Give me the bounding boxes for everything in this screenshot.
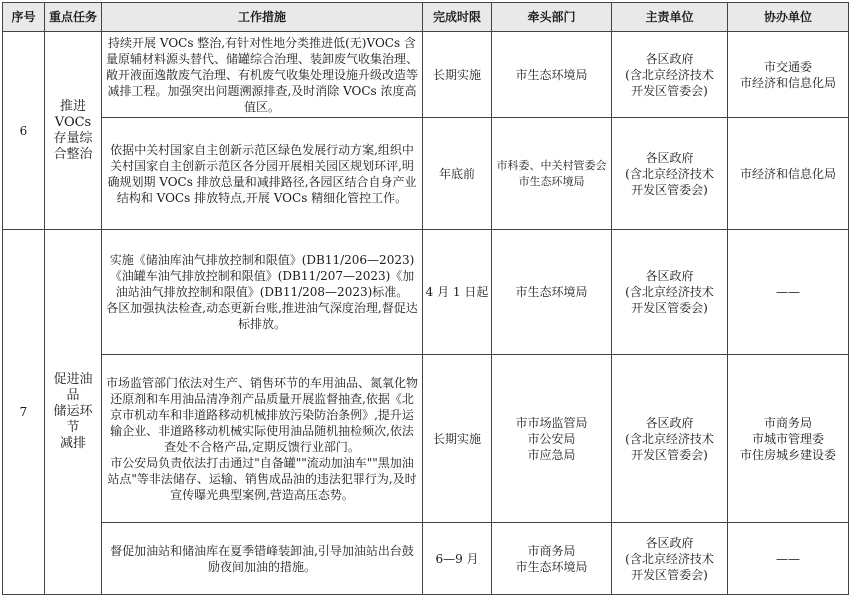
header-deadline: 完成时限 — [423, 3, 492, 32]
lead-department: 市市场监管局 市公安局 市应急局 — [492, 355, 612, 523]
assisting-unit: —— — [728, 230, 849, 355]
responsible-unit: 各区政府 (含北京经济技术 开发区管委会) — [612, 355, 728, 523]
assisting-unit: 市经济和信息化局 — [728, 118, 849, 230]
table-row — [3, 32, 849, 118]
key-task: 促进油品 储运环节 减排 — [45, 230, 102, 595]
row-number: 6 — [3, 32, 45, 230]
table-row — [3, 355, 849, 523]
assisting-unit: —— — [728, 523, 849, 595]
header-row — [3, 3, 849, 32]
lead-department: 市生态环境局 — [492, 230, 612, 355]
assisting-unit: 市商务局 市城市管理委 市住房城乡建设委 — [728, 355, 849, 523]
work-measure — [102, 230, 423, 355]
deadline: 长期实施 — [423, 355, 492, 523]
deadline: 6—9 月 — [423, 523, 492, 595]
work-measure-text: 督促加油站和储油库在夏季错峰装卸油,引导加油站出台鼓励夜间加油的措施。 — [110, 543, 414, 574]
table-row — [3, 118, 849, 230]
work-measure — [102, 118, 423, 230]
row-number: 7 — [3, 230, 45, 595]
work-measure-text: 依据中关村国家自主创新示范区绿色发展行动方案,组织中关村国家自主创新示范区各分园开展相关园区规划环评,明确规划期 VOCs 排放总量和减排路径,各园区结合自身产业结构和 VOCs 排放特点,开展 VOCs 精细化管控工作。 — [107, 142, 417, 205]
header-measure: 工作措施 — [102, 3, 423, 32]
deadline: 4 月 1 日起 — [423, 230, 492, 355]
header-responsible: 主责单位 — [612, 3, 728, 32]
key-task: 推进 VOCs 存量综 合整治 — [45, 32, 102, 230]
work-measure — [102, 355, 423, 523]
work-measure-text: 实施《储油库油气排放控制和限值》(DB11/206—2023)《油罐车油气排放控制和限值》(DB11/207—2023)《加油站油气排放控制和限值》(DB11/208—2023)标准。 各区加强执法检查,动态更新台账,推进油气深度治理,督促达标排放。 — [106, 253, 418, 331]
table-row — [3, 230, 849, 355]
assisting-unit: 市交通委 市经济和信息化局 — [728, 32, 849, 118]
deadline: 长期实施 — [423, 32, 492, 118]
task-table — [2, 2, 849, 595]
header-assist: 协办单位 — [728, 3, 849, 32]
lead-department: 市科委、中关村管委会 市生态环境局 — [492, 118, 612, 230]
work-measure — [102, 32, 423, 118]
lead-department: 市生态环境局 — [492, 32, 612, 118]
deadline: 年底前 — [423, 118, 492, 230]
header-lead-dept: 牵头部门 — [492, 3, 612, 32]
table-row — [3, 523, 849, 595]
work-measure-text: 市场监管部门依法对生产、销售环节的车用油品、氮氧化物还原剂和车用油品清净剂产品质量开展监督抽查,依据《北京市机动车和非道路移动机械排放污染防治条例》,提升运输企业、非道路移动机械实际使用油品随机抽检频次,依法查处不合格产品,定期反馈行业部门。 市公安局负责依法打击通过"自备罐""流动加油车""黑加油站点"等非法储存、运输、销售成品油的违法犯罪行为,及时宣传曝光典型案例,营造高压态势。 — [106, 375, 419, 502]
header-number: 序号 — [3, 3, 45, 32]
work-measure — [102, 523, 423, 595]
responsible-unit: 各区政府 (含北京经济技术 开发区管委会) — [612, 230, 728, 355]
responsible-unit: 各区政府 (含北京经济技术 开发区管委会) — [612, 523, 728, 595]
header-task: 重点任务 — [45, 3, 102, 32]
responsible-unit: 各区政府 (含北京经济技术 开发区管委会) — [612, 32, 728, 118]
work-measure-text: 持续开展 VOCs 整治,有针对性地分类推进低(无)VOCs 含量原辅材料源头替代、储罐综合治理、装卸废气收集治理、敞开液面逸散废气治理、有机废气收集处理设施升级改造等减排工程。加强突出问题溯源排查,及时消除 VOCs 浓度高值区。 — [106, 35, 419, 114]
lead-department: 市商务局 市生态环境局 — [492, 523, 612, 595]
responsible-unit: 各区政府 (含北京经济技术 开发区管委会) — [612, 118, 728, 230]
